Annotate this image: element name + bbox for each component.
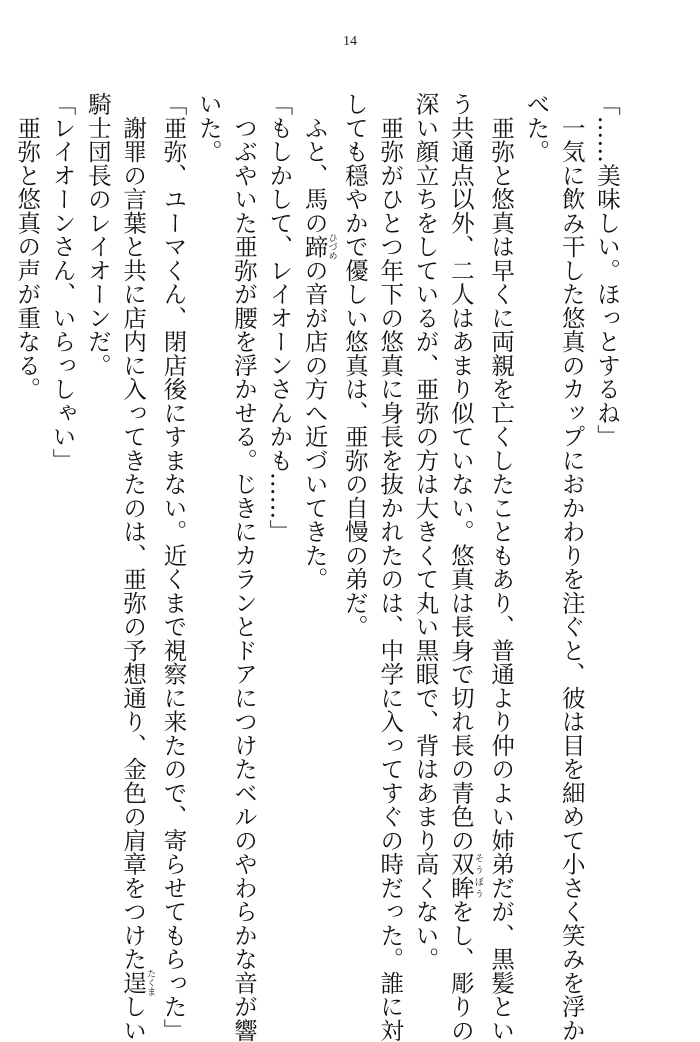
text-line [443, 92, 483, 952]
text-line: 深い顔立ちをしているが、亜弥の方は大きくて丸い黒眼で、背はあまり高くない。 [407, 92, 442, 952]
text-segment: 謝罪の言葉と共に店内に入ってきたのは、亜弥の予想通り、金色の肩章をつけた [119, 92, 147, 971]
text-segment: う共通点以外、二人はあまり似ていない。悠真は長身で切れ長の青色の [447, 92, 475, 852]
ruby-annotation [447, 852, 475, 900]
text-line: 亜弥と悠真は早くに両親を亡くしたこともあり、普通より仲のよい姉弟だが、黒髪とい [483, 92, 518, 952]
text-line: つぶやいた亜弥が腰を浮かせる。じきにカランとドアにつけたベルのやわらかな音が響 [226, 92, 261, 952]
ruby-base: 双眸 [447, 852, 475, 900]
text-line: 騎士団長のレイオーンだ。 [80, 92, 115, 952]
text-line: いた。 [190, 92, 225, 952]
page-number: 14 [0, 34, 700, 50]
text-segment: をし、彫りの [447, 900, 475, 1042]
text-line: 「亜弥、ユーマくん、閉店後にすまない。近くまで視察に来たので、寄らせてもらった」 [155, 92, 190, 952]
text-line: 亜弥と悠真の声が重なる。 [9, 92, 44, 952]
ruby-base: 逞 [119, 969, 147, 996]
novel-text-column [9, 92, 624, 952]
text-line: しても穏やかで優しい悠真は、亜弥の自慢の弟だ。 [337, 92, 372, 952]
ruby-reading: そうぼう [473, 852, 483, 900]
text-segment: しい [119, 995, 147, 1042]
text-line: 一気に飲み干した悠真のカップにおかわりを注ぐと、彼は目を細めて小さく笑みを浮か [553, 92, 588, 952]
text-line: 「……美味しい。ほっとするね」 [589, 92, 624, 952]
ruby-reading: たくま [145, 969, 155, 996]
text-line [296, 92, 336, 952]
text-segment: の音が店の方へ近づいてきた。 [301, 258, 329, 591]
text-segment: ふと、馬の [301, 92, 329, 235]
ruby-annotation [301, 235, 329, 259]
ruby-reading: ひづめ [327, 233, 337, 260]
text-line [115, 92, 155, 952]
text-line: 「もしかして、レイオーンさんかも……」 [261, 92, 296, 952]
text-line: 「レイオーンさん、いらっしゃい」 [44, 92, 79, 952]
text-line: べた。 [518, 92, 553, 952]
text-line: 亜弥がひとつ年下の悠真に身長を抜かれたのは、中学に入ってすぐの時だった。誰に対 [372, 92, 407, 952]
ruby-base: 蹄 [301, 233, 329, 260]
ruby-annotation [119, 971, 147, 995]
